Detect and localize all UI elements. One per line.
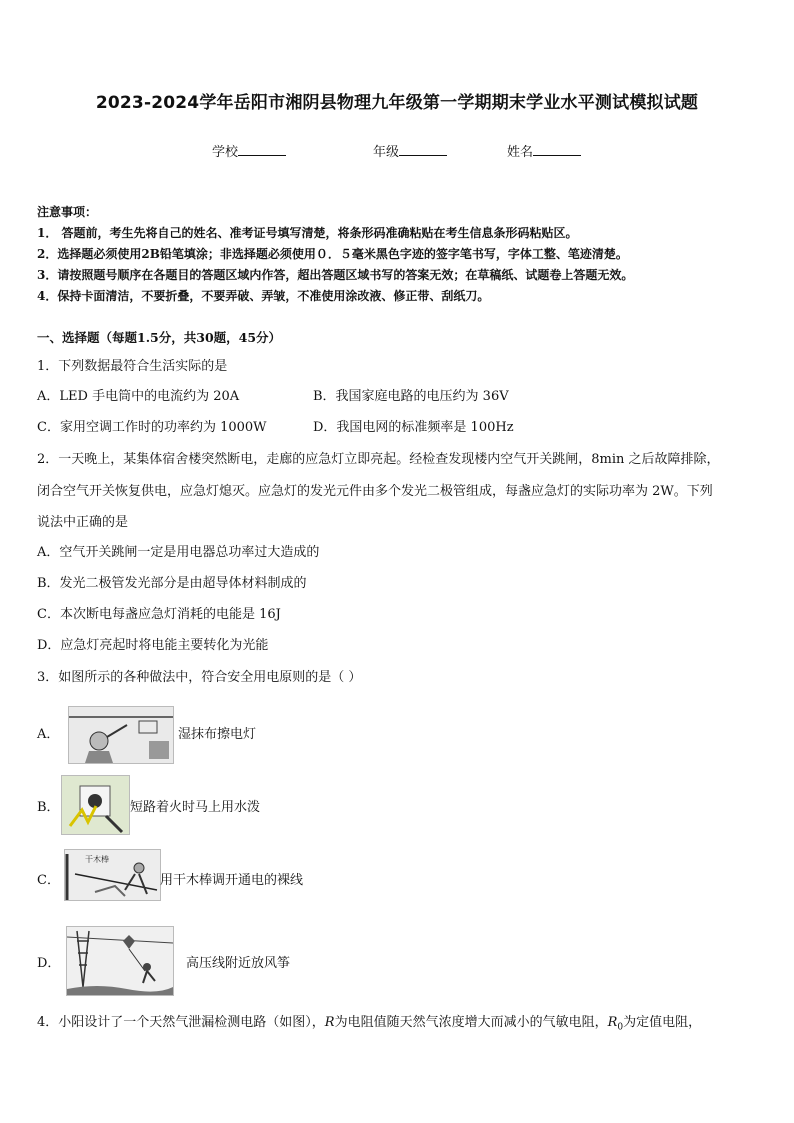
- grade-label: 年级: [373, 145, 400, 160]
- page-title: 2023-2024学年岳阳市湘阴县物理九年级第一学期期末学业水平测试模拟试题: [95, 93, 699, 113]
- name-field: [507, 141, 581, 160]
- note-item: 3．请按照题号顺序在各题目的答题区域内作答，超出答题区域书写的答案无效；在草稿纸、试题卷上答题无效。: [37, 268, 634, 282]
- school-blank: [238, 143, 286, 156]
- q3-option-c-text: 用干木棒调开通电的裸线: [160, 873, 304, 888]
- wet-cloth-lamp-drawing: [69, 707, 173, 763]
- grade-blank: [399, 143, 447, 156]
- school-label: 学校: [212, 145, 239, 160]
- q2-stem-line2: 闭合空气开关恢复供电，应急灯熄灭。应急灯的发光元件由多个发光二极管组成，每盏应急灯的实际功率为 2W。下列: [37, 484, 713, 499]
- short-circuit-fire-image: [61, 775, 130, 835]
- q3-option-a-text: 湿抹布擦电灯: [178, 727, 257, 742]
- q1-option-c: C．家用空调工作时的功率约为 1000W: [37, 420, 267, 435]
- q2-option-d: D．应急灯亮起时将电能主要转化为光能: [37, 638, 269, 653]
- q4-stem-part-a: 4．小阳设计了一个天然气泄漏检测电路（如图），: [37, 1015, 325, 1030]
- q2-stem-line3: 说法中正确的是: [37, 515, 129, 530]
- note-item: 4．保持卡面清洁，不要折叠，不要弄破、弄皱，不准使用涂改液、修正带、刮纸刀。: [37, 289, 490, 303]
- q4-stem: [37, 1011, 701, 1033]
- wet-cloth-lamp-image: [68, 706, 174, 764]
- q3-option-a-letter: A．: [37, 727, 60, 742]
- grade-field: [373, 141, 447, 160]
- q4-symbol-r: R: [324, 1015, 335, 1030]
- q3-option-b-text: 短路着火时马上用水泼: [130, 800, 261, 815]
- q2-stem-line1: 2．一天晚上，某集体宿舍楼突然断电，走廊的应急灯立即亮起。经检查发现楼内空气开关跳闸，8min 之后故障排除，: [37, 452, 720, 467]
- q3-stem: 3．如图所示的各种做法中，符合安全用电原则的是（ ）: [37, 670, 362, 685]
- q3-option-d-text: 高压线附近放风筝: [186, 956, 291, 971]
- kite-power-line-drawing: [67, 927, 173, 995]
- school-field: [212, 141, 286, 160]
- q3-option-b-letter: B．: [37, 800, 60, 815]
- q1-option-b: B．我国家庭电路的电压约为 36V: [313, 389, 509, 404]
- q2-option-b: B．发光二极管发光部分是由超导体材料制成的: [37, 576, 307, 591]
- note-item: 2．选择题必须使用2B铅笔填涂；非选择题必须使用０．５毫米黑色字迹的签字笔书写，字体工整、笔迹清楚。: [37, 247, 628, 261]
- q4-stem-part-c: 为定值电阻，: [623, 1015, 702, 1030]
- q1-stem: 1．下列数据最符合生活实际的是: [37, 359, 228, 374]
- q2-option-c: C．本次断电每盏应急灯消耗的电能是 16J: [37, 607, 281, 622]
- dry-stick-label: 干木棒: [85, 855, 109, 864]
- notes-heading: 注意事项：: [37, 205, 98, 219]
- q3-option-d-letter: D．: [37, 956, 61, 971]
- q4-symbol-r0: R: [607, 1015, 618, 1030]
- name-blank: [533, 143, 581, 156]
- short-circuit-fire-drawing: [62, 776, 129, 834]
- q2-option-a: A．空气开关跳闸一定是用电器总功率过大造成的: [37, 545, 320, 560]
- dry-stick-wire-image: [64, 849, 161, 901]
- q3-option-c-letter: C．: [37, 873, 60, 888]
- q1-option-a: A．LED 手电筒中的电流约为 20A: [37, 389, 240, 404]
- name-label: 姓名: [507, 145, 534, 160]
- note-item: 1． 答题前，考生先将自己的姓名、准考证号填写清楚，将条形码准确粘贴在考生信息条形码粘贴区。: [37, 226, 578, 240]
- section-heading: 一、选择题（每题1.5分，共30题，45分）: [37, 330, 282, 345]
- kite-power-line-image: [66, 926, 174, 996]
- q4-symbol-r0-subscript: 0: [617, 1022, 624, 1033]
- q4-stem-part-b: 为电阻值随天然气浓度增大而减小的气敏电阻，: [334, 1015, 608, 1030]
- q1-option-d: D．我国电网的标准频率是 100Hz: [313, 420, 514, 435]
- dry-stick-wire-drawing: [65, 850, 160, 900]
